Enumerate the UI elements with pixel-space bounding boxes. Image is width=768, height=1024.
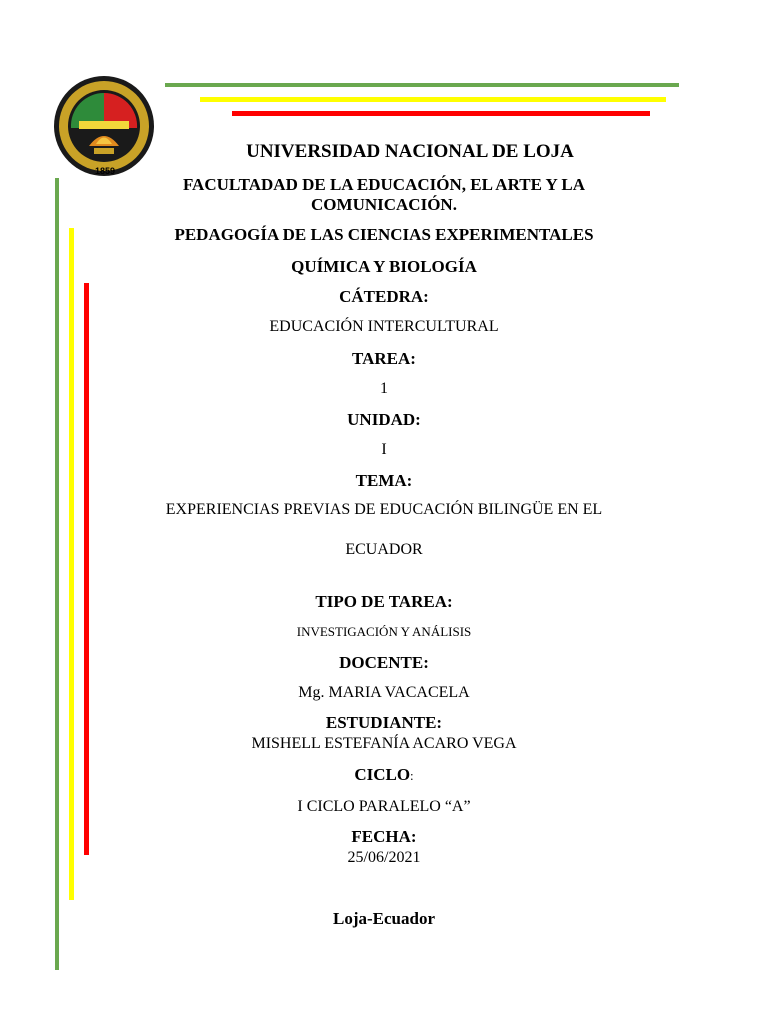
ciclo-heading [0,765,768,785]
tarea-value: 1 [380,380,388,397]
specialty-name: QUÍMICA Y BIOLOGÍA [291,257,477,276]
university-title: UNIVERSIDAD NACIONAL DE LOJA [246,141,574,162]
yellow-horizontal-stripe [200,97,666,102]
tipo-tarea-value: INVESTIGACIÓN Y ANÁLISIS [296,624,472,639]
unidad-value: I [381,441,387,458]
faculty-line-1: FACULTADAD DE LA EDUCACIÓN, EL ARTE Y LA [182,175,586,194]
fecha-value: 25/06/2021 [347,849,421,866]
catedra-value: EDUCACIÓN INTERCULTURAL [269,318,499,335]
tarea-label: TAREA: [352,349,416,368]
tipo-tarea-label: TIPO DE TAREA: [315,592,453,611]
ciclo-colon: : [410,768,414,783]
fecha-label: FECHA: [351,827,417,846]
unidad-label: UNIDAD: [347,410,421,429]
docente-value: Mg. MARIA VACACELA [298,684,470,701]
faculty-line-2: COMUNICACIÓN. [311,195,457,214]
program-name: PEDAGOGÍA DE LAS CIENCIAS EXPERIMENTALES [174,225,594,244]
ciclo-label: CICLO [354,765,411,784]
seal-year: 1859 [94,166,116,176]
catedra-label: CÁTEDRA: [339,287,429,306]
estudiante-label: ESTUDIANTE: [325,713,443,732]
green-horizontal-stripe [165,83,679,87]
docente-label: DOCENTE: [339,653,429,672]
ciclo-value: I CICLO PARALELO “A” [297,798,471,815]
tema-line-1: EXPERIENCIAS PREVIAS DE EDUCACIÓN BILINGÜE EN EL [165,501,603,518]
tema-line-2: ECUADOR [345,541,423,558]
estudiante-value: MISHELL ESTEFANÍA ACARO VEGA [251,735,517,752]
tema-label: TEMA: [355,471,413,490]
place: Loja-Ecuador [333,909,435,928]
red-horizontal-stripe [232,111,650,116]
